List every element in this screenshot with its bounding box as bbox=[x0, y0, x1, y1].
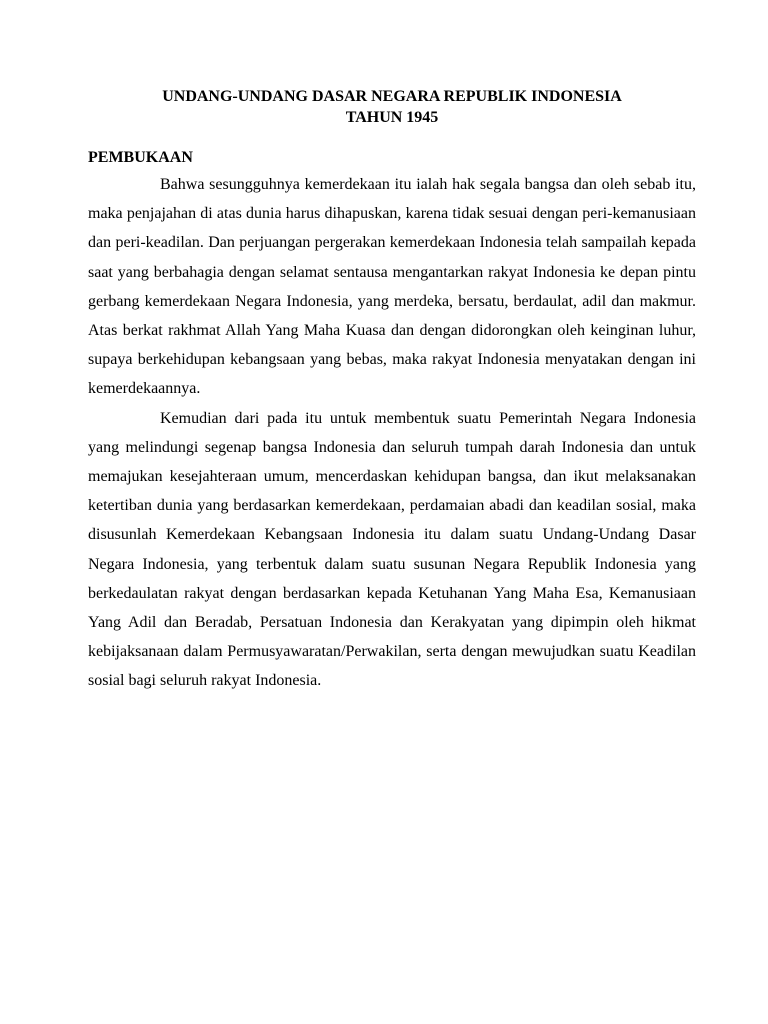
section-heading: PEMBUKAAN bbox=[88, 149, 193, 166]
paragraph-1: Bahwa sesungguhnya kemerdekaan itu ialah hak segala bangsa dan oleh sebab itu, maka penjajahan di atas dunia harus dihapuskan, karena tidak sesuai dengan peri-kemanusiaan dan peri-keadilan. Dan perjuangan pergerakan kemerdekaan Indonesia telah sampailah kepada saat yang berbahagia dengan selamat sentausa mengantarkan rakyat Indonesia ke depan pintu gerbang kemerdekaan Negara Indonesia, yang merdeka, bersatu, berdaulat, adil dan makmur. Atas berkat rakhmat Allah Yang Maha Kuasa dan dengan didorongkan oleh keinginan luhur, supaya berkehidupan kebangsaan yang bebas, maka rakyat Indonesia menyatakan dengan ini kemerdekaannya. bbox=[88, 176, 696, 398]
paragraph-2: Kemudian dari pada itu untuk membentuk suatu Pemerintah Negara Indonesia yang melindungi segenap bangsa Indonesia dan seluruh tumpah darah Indonesia dan untuk memajukan kesejahteraan umum, mencerdaskan kehidupan bangsa, dan ikut melaksanakan ketertiban dunia yang berdasarkan kemerdekaan, perdamaian abadi dan keadilan sosial, maka disusunlah Kemerdekaan Kebangsaan Indonesia itu dalam suatu Undang-Undang Dasar Negara Indonesia, yang terbentuk dalam suatu susunan Negara Republik Indonesia yang berkedaulatan rakyat dengan berdasarkan kepada Ketuhanan Yang Maha Esa, Kemanusiaan Yang Adil dan Beradab, Persatuan Indonesia dan Kerakyatan yang dipimpin oleh hikmat kebijaksanaan dalam Permusyawaratan/Perwakilan, serta dengan mewujudkan suatu Keadilan sosial bagi seluruh rakyat Indonesia. bbox=[88, 409, 696, 690]
title-line-2: TAHUN 1945 bbox=[345, 109, 439, 126]
document-title bbox=[88, 86, 696, 128]
title-line-1: UNDANG-UNDANG DASAR NEGARA REPUBLIK INDONESIA bbox=[162, 88, 622, 105]
